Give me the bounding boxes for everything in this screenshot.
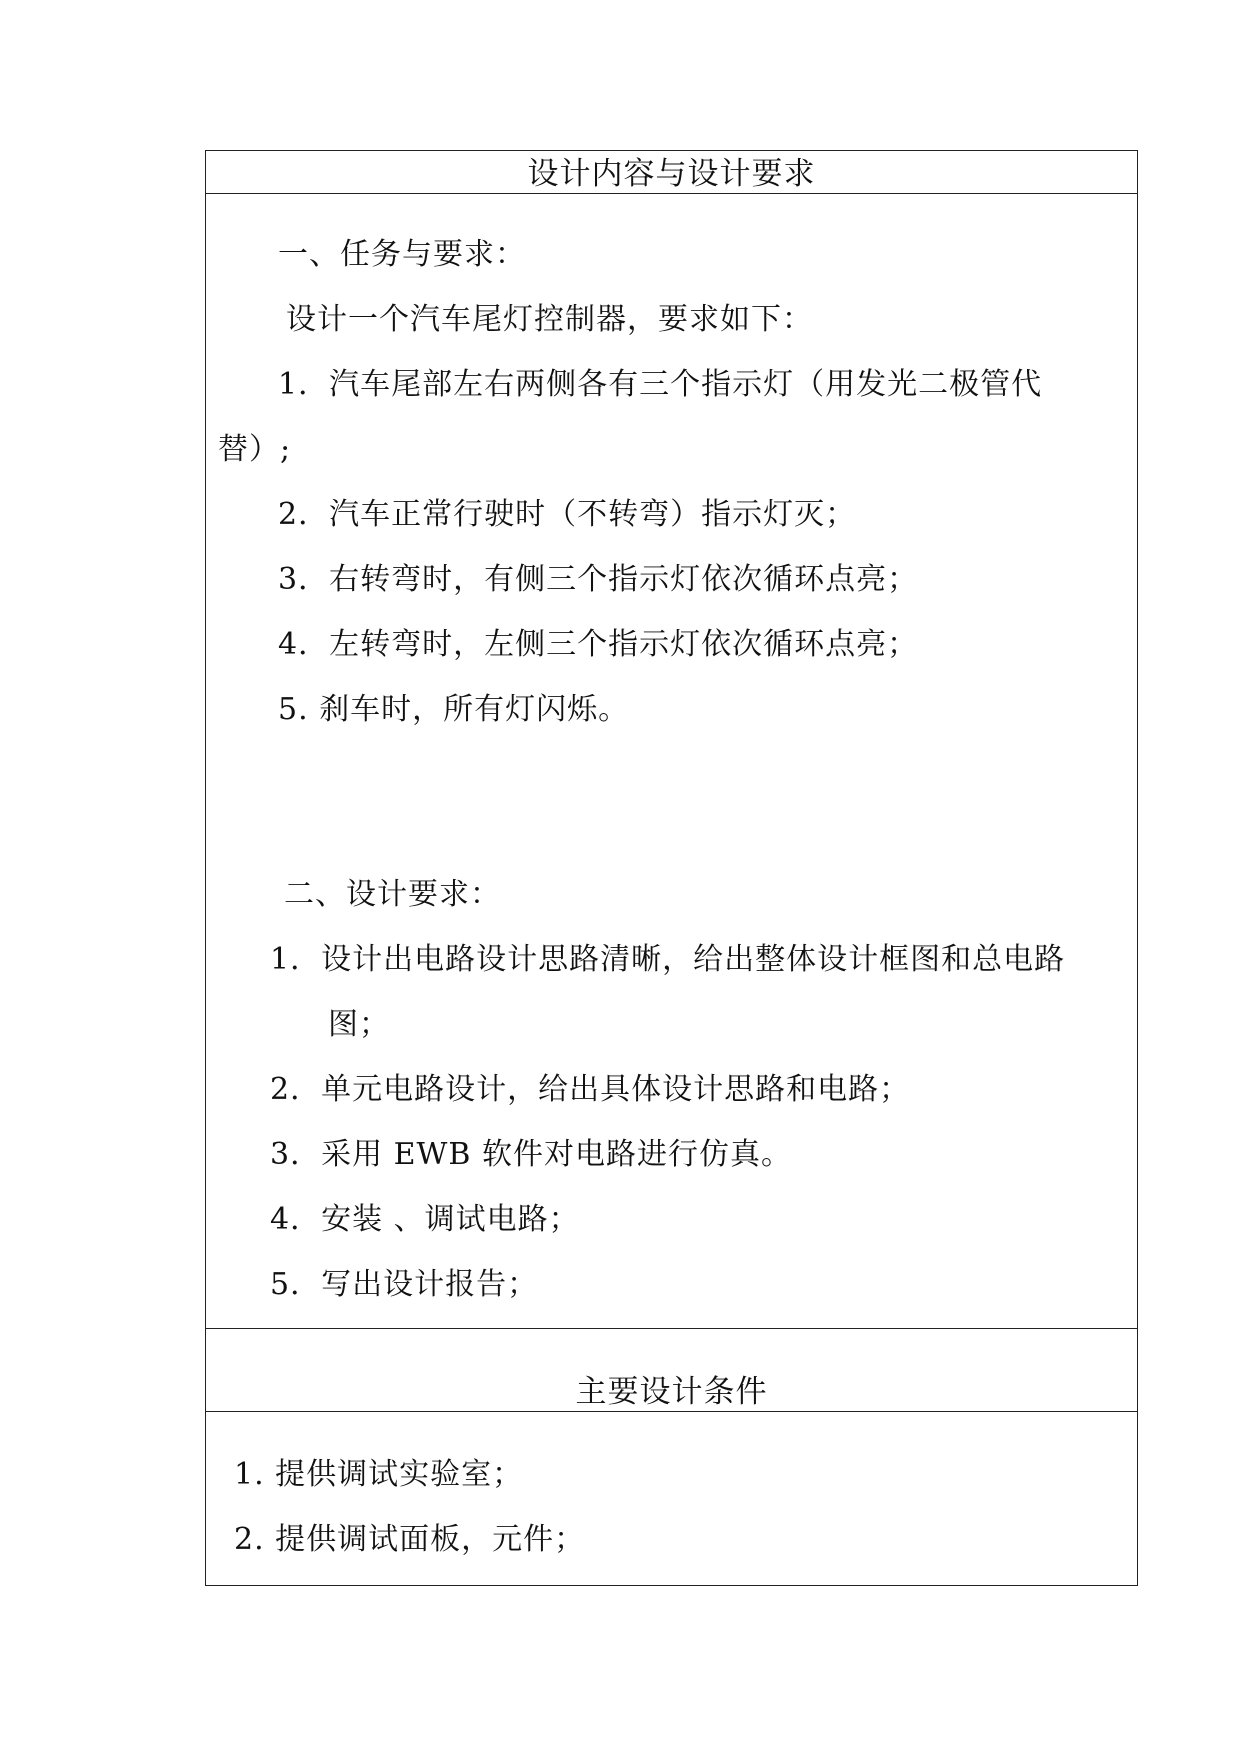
requirement-item-3: 3．采用 EWB 软件对电路进行仿真。 [270,1137,792,1172]
condition-item-1: 1. 提供调试实验室； [234,1457,524,1492]
task-item-1: 1．汽车尾部左右两侧各有三个指示灯（用发光二极管代 [278,367,1043,402]
task-item-5: 5. 刹车时，所有灯闪烁。 [278,692,630,727]
requirement-item-1-continued: 图； [328,1007,390,1042]
task-item-1-continued: 替）; [218,432,292,467]
divider [206,1328,1137,1329]
section-title-design-content: 设计内容与设计要求 [527,156,816,192]
divider [206,1411,1137,1412]
task-intro: 设计一个汽车尾灯控制器，要求如下： [286,302,813,337]
task-item-2: 2．汽车正常行驶时（不转弯）指示灯灭； [278,497,857,532]
section-title-main-conditions: 主要设计条件 [575,1374,768,1410]
requirement-item-5: 5．写出设计报告； [270,1267,539,1302]
task-heading: 一、任务与要求： [278,237,526,272]
design-table [205,150,1138,1586]
divider [206,193,1137,194]
condition-item-2: 2. 提供调试面板，元件； [234,1522,586,1557]
task-item-4: 4．左转弯时，左侧三个指示灯依次循环点亮； [278,627,919,662]
design-heading: 二、设计要求： [284,877,501,912]
requirement-item-4: 4．安装 、调试电路； [270,1202,580,1237]
requirement-item-1: 1．设计出电路设计思路清晰，给出整体设计框图和总电路 [270,942,1066,977]
requirement-item-2: 2．单元电路设计，给出具体设计思路和电路； [270,1072,911,1107]
task-item-3: 3．右转弯时，有侧三个指示灯依次循环点亮； [278,562,919,597]
